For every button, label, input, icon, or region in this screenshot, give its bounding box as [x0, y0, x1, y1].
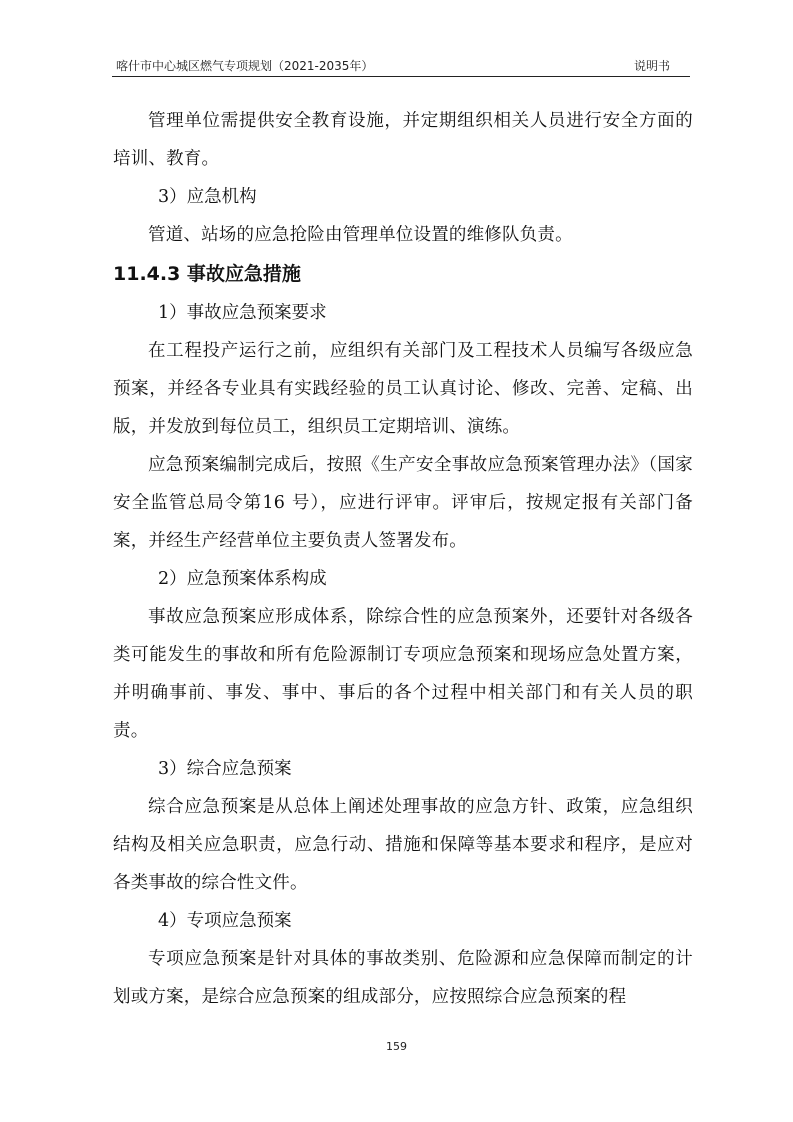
item-comprehensive-plan: 3）综合应急预案	[158, 759, 292, 779]
page-header	[112, 54, 690, 77]
section-title: 11.4.3 事故应急措施	[113, 263, 301, 285]
page-body	[113, 102, 693, 1016]
paragraph-plan-review: 应急预案编制完成后，按照《生产安全事故应急预案管理办法》（国家安全监管总局令第16 号），应进行评审。评审后，按规定报有关部门备案，并经生产经营单位主要负责人签署发布。	[113, 455, 693, 551]
page-number: 159	[386, 1040, 407, 1053]
paragraph-comprehensive-plan: 综合应急预案是从总体上阐述处理事故的应急方针、政策，应急组织结构及相关应急职责，应急行动、措施和保障等基本要求和程序，是应对各类事故的综合性文件。	[113, 797, 693, 893]
paragraph-plan-system: 事故应急预案应形成体系，除综合性的应急预案外，还要针对各级各类可能发生的事故和所有危险源制订专项应急预案和现场应急处置方案，并明确事前、事发、事中、事后的各个过程中相关部门和有关人员的职责。	[113, 607, 693, 741]
paragraph-plan-preparation: 在工程投产运行之前，应组织有关部门及工程技术人员编写各级应急预案，并经各专业具有实践经验的员工认真讨论、修改、完善、定稿、出版，并发放到每位员工，组织员工定期培训、演练。	[113, 341, 693, 437]
item-special-plan: 4）专项应急预案	[158, 911, 292, 931]
item-emergency-organization: 3）应急机构	[158, 187, 257, 207]
item-plan-system: 2）应急预案体系构成	[158, 569, 327, 589]
header-doc-type: 说明书	[633, 59, 670, 73]
header-title: 喀什市中心城区燃气专项规划（2021-2035年）	[116, 59, 374, 73]
paragraph-emergency-repair: 管道、站场的应急抢险由管理单位设置的维修队负责。	[148, 225, 573, 245]
paragraph-special-plan: 专项应急预案是针对具体的事故类别、危险源和应急保障而制定的计划或方案，是综合应急预案的组成部分，应按照综合应急预案的程	[113, 949, 693, 1007]
paragraph-safety-education: 管理单位需提供安全教育设施，并定期组织相关人员进行安全方面的培训、教育。	[113, 111, 693, 169]
item-plan-requirements: 1）事故应急预案要求	[158, 303, 327, 323]
